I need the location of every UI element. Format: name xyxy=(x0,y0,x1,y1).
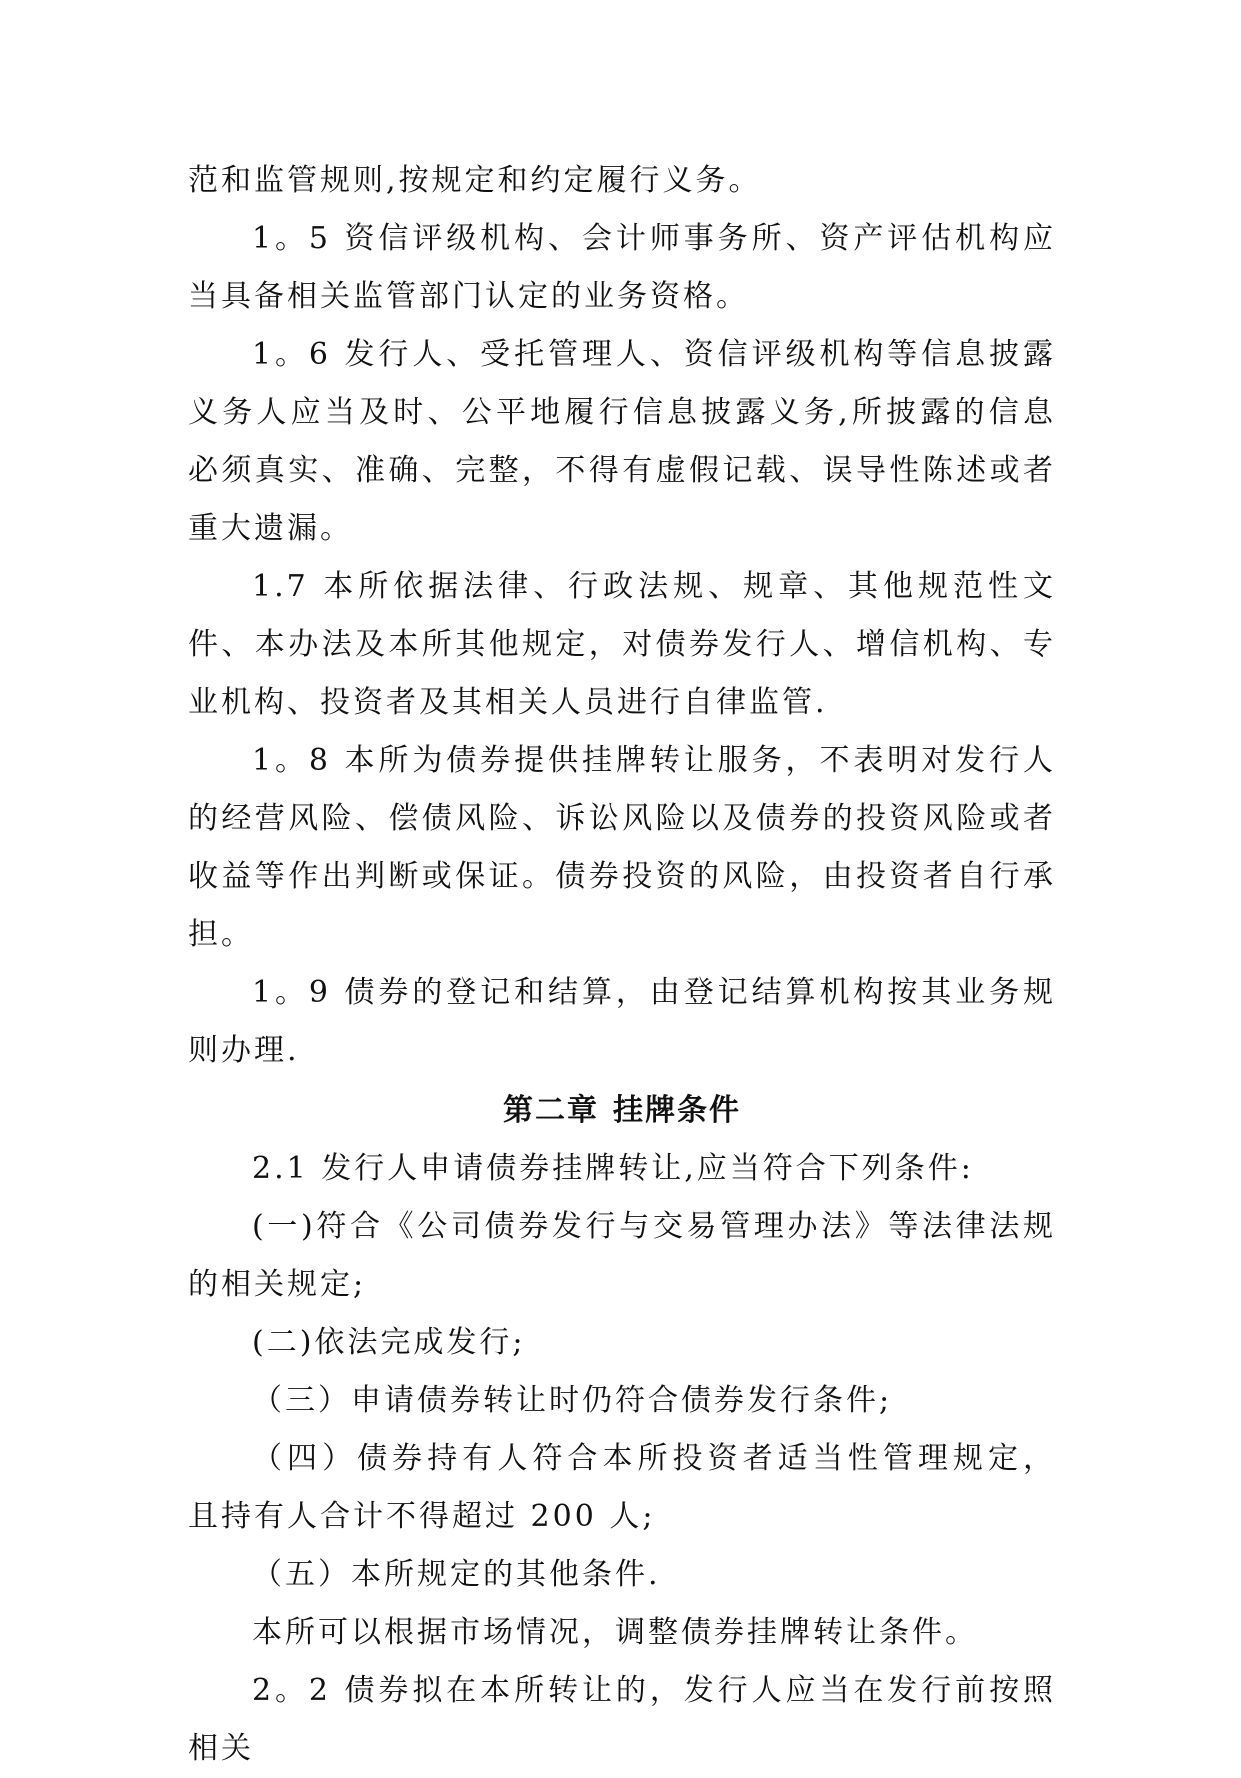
paragraph-1-6: 1。6 发行人、受托管理人、资信评级机构等信息披露义务人应当及时、公平地履行信息披露义务,所披露的信息必须真实、准确、完整，不得有虚假记载、误导性陈述或者重大遗漏。 xyxy=(188,337,1056,546)
list-item-3: （三）申请债券转让时仍符合债券发行条件; xyxy=(252,1383,893,1418)
document-body xyxy=(188,152,1056,1778)
paragraph-1-5: 1。5 资信评级机构、会计师事务所、资产评估机构应当具备相关监管部门认定的业务资格。 xyxy=(188,221,1056,314)
list-item-1: (一)符合《公司债券发行与交易管理办法》等法律法规的相关规定; xyxy=(188,1209,1056,1302)
list-item-4: （四）债券持有人符合本所投资者适当性管理规定， 且持有人合计不得超过 200 人; xyxy=(188,1441,1056,1534)
paragraph-2-1: 2.1 发行人申请债券挂牌转让,应当符合下列条件: xyxy=(252,1151,974,1186)
chapter-number: 第二章 xyxy=(503,1093,599,1128)
paragraph-2-2: 2。2 债券拟在本所转让的，发行人应当在发行前按照相关 xyxy=(188,1673,1056,1766)
paragraph-adjust-conditions: 本所可以根据市场情况，调整债券挂牌转让条件。 xyxy=(252,1615,978,1650)
paragraph-continuation: 范和监管规则,按规定和约定履行义务。 xyxy=(188,163,762,198)
chapter-title: 挂牌条件 xyxy=(613,1093,741,1128)
paragraph-1-8: 1。8 本所为债券提供挂牌转让服务，不表明对发行人的经营风险、偿债风险、诉讼风险以及债券的投资风险或者收益等作出判断或保证。债券投资的风险，由投资者自行承担。 xyxy=(188,743,1056,952)
paragraph-1-7: 1.7 本所依据法律、行政法规、规章、其他规范性文件、本办法及本所其他规定，对债券发行人、增信机构、专业机构、投资者及其相关人员进行自律监管. xyxy=(188,569,1056,720)
chapter-heading xyxy=(188,1082,1056,1140)
paragraph-1-9: 1。9 债券的登记和结算，由登记结算机构按其业务规则办理. xyxy=(188,975,1056,1068)
list-item-2: (二)依法完成发行; xyxy=(252,1325,526,1360)
list-item-5: （五）本所规定的其他条件. xyxy=(252,1557,661,1592)
